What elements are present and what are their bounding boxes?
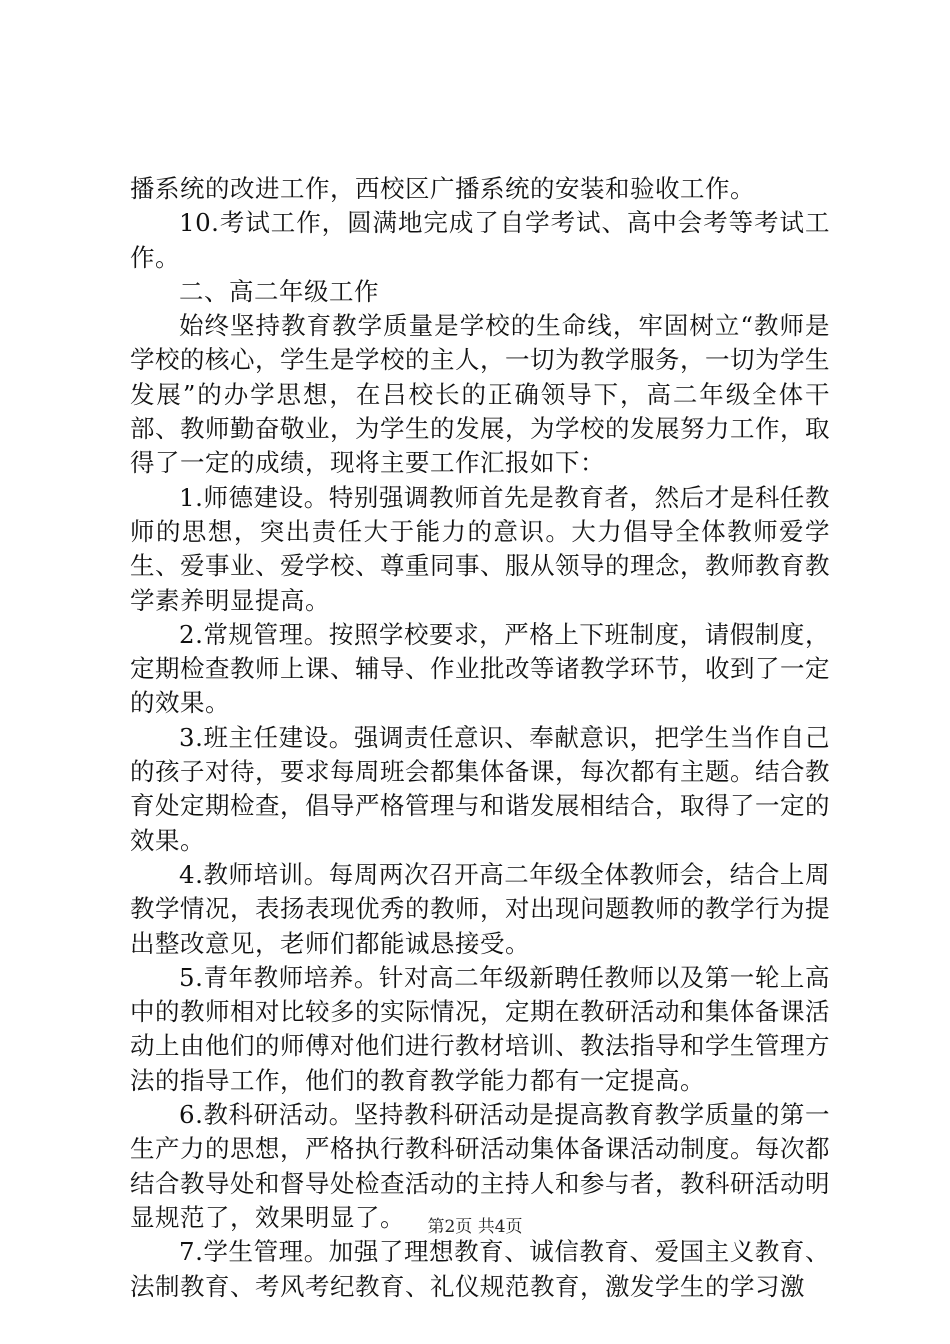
paragraph-10: 6.教科研活动。坚持教科研活动是提高教育教学质量的第一生产力的思想，严格执行教科研活动集体备课活动制度。每次都结合教导处和督导处检查活动的主持人和参与者，教科研活动明显规范了，效果明显了。 — [130, 1100, 830, 1232]
paragraph-2: 10.考试工作，圆满地完成了自学考试、高中会考等考试工作。 — [130, 208, 830, 272]
paragraph-7: 3.班主任建设。强调责任意识、奉献意识，把学生当作自己的孩子对待，要求每周班会都集体备课，每次都有主题。结合教育处定期检查，倡导严格管理与和谐发展相结合，取得了一定的效果。 — [130, 722, 830, 855]
paragraph-1: 播系统的改进工作，西校区广播系统的安装和验收工作。 — [130, 174, 755, 203]
paragraph-9: 5.青年教师培养。针对高二年级新聘任教师以及第一轮上高中的教师相对比较多的实际情况，定期在教研活动和集体备课活动上由他们的师傅对他们进行教材培训、教法指导和学生管理方法的指导工作，他们的教育教学能力都有一定提高。 — [130, 962, 830, 1095]
paragraph-5: 1.师德建设。特别强调教师首先是教育者，然后才是科任教师的思想，突出责任大于能力的意识。大力倡导全体教师爱学生、爱事业、爱学校、尊重同事、服从领导的理念，教师教育教学素养明显提高。 — [130, 482, 830, 615]
paragraph-8: 4.教师培训。每周两次召开高二年级全体教师会，结合上周教学情况，表扬表现优秀的教师，对出现问题教师的教学行为提出整改意见，老师们都能诚恳接受。 — [130, 859, 830, 958]
paragraph-4: 始终坚持教育教学质量是学校的生命线，牢固树立“教师是学校的核心，学生是学校的主人，一切为教学服务，一切为学生发展”的办学思想，在吕校长的正确领导下，高二年级全体干部、教师勤奋敬业，为学生的发展，为学校的发展努力工作，取得了一定的成绩，现将主要工作汇报如下： — [130, 311, 830, 478]
document-body — [130, 172, 830, 1304]
page-footer: 第2页 共4页 — [427, 1217, 523, 1237]
paragraph-6: 2.常规管理。按照学校要求，严格上下班制度，请假制度，定期检查教师上课、辅导、作业批改等诸教学环节，收到了一定的效果。 — [130, 619, 830, 718]
paragraph-11: 7.学生管理。加强了理想教育、诚信教育、爱国主义教育、法制教育、考风考纪教育、礼仪规范教育，激发学生的学习激 — [130, 1237, 830, 1301]
section-heading: 二、高二年级工作 — [179, 276, 379, 306]
